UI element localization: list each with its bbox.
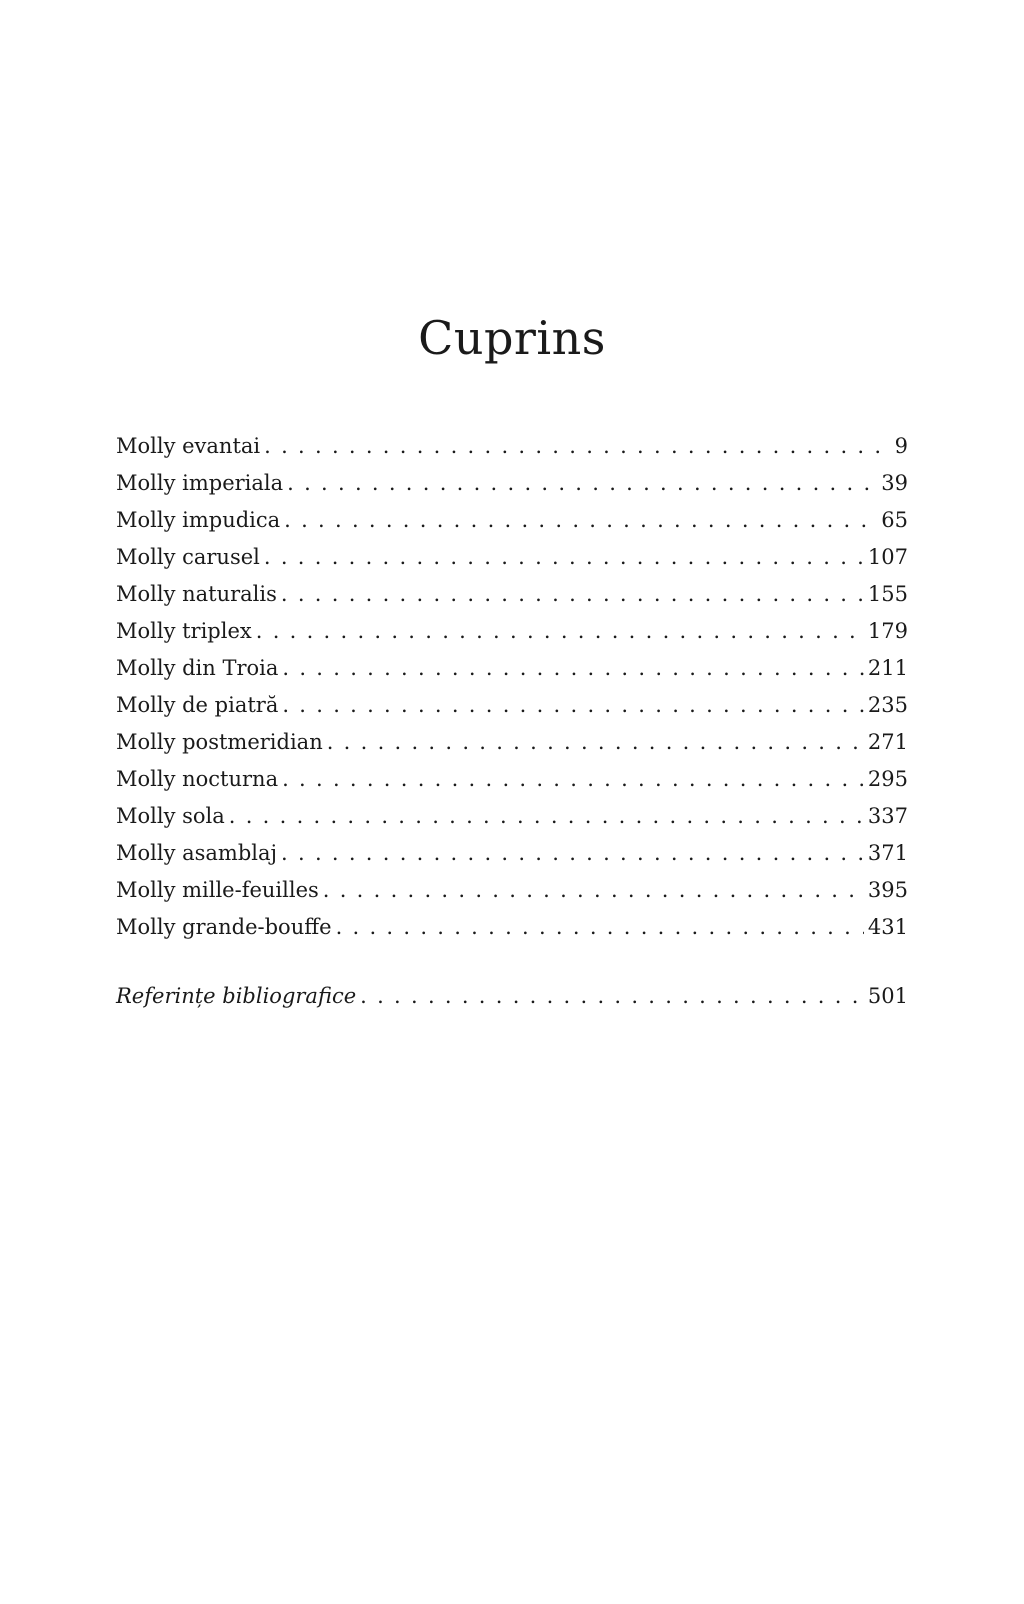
page-title: Cuprins: [418, 311, 606, 365]
toc-entry-title: Molly de piatră: [116, 693, 279, 717]
toc-entry-title: Molly din Troia: [116, 656, 279, 680]
toc-entry-title: Molly sola: [116, 804, 225, 828]
toc-entry-title: Molly grande-bouffe: [116, 915, 332, 939]
toc-entry[interactable]: [116, 502, 908, 539]
dot-leader: [284, 502, 877, 539]
toc-entry[interactable]: [116, 428, 908, 465]
table-of-contents: [116, 428, 908, 946]
dot-leader: [264, 428, 890, 465]
dot-leader: [282, 650, 864, 687]
toc-entry-title: Molly triplex: [116, 619, 252, 643]
toc-entry-page: 65: [881, 508, 908, 532]
toc-entry-title: Molly impudica: [116, 508, 281, 532]
toc-entry-title: Molly imperiala: [116, 471, 284, 495]
toc-entry[interactable]: [116, 872, 908, 909]
references-section: [116, 978, 908, 1015]
dot-leader: [229, 798, 864, 835]
toc-entry-page: 39: [881, 471, 908, 495]
toc-entry-page: 9: [894, 434, 908, 458]
toc-entry-page: 431: [867, 915, 908, 939]
toc-entry[interactable]: [116, 576, 908, 613]
toc-entry-page: 371: [867, 841, 908, 865]
dot-leader: [256, 613, 864, 650]
toc-entry-page: 235: [867, 693, 908, 717]
toc-entry-page: 155: [867, 582, 908, 606]
toc-entry-title: Molly postmeridian: [116, 730, 323, 754]
toc-entry[interactable]: [116, 465, 908, 502]
toc-entry-page: 179: [867, 619, 908, 643]
toc-entry-title: Molly asamblaj: [116, 841, 278, 865]
toc-entry[interactable]: [116, 909, 908, 946]
toc-entry-title: Molly naturalis: [116, 582, 277, 606]
toc-entry[interactable]: [116, 687, 908, 724]
toc-entry-title: Referințe bibliografice: [116, 984, 357, 1008]
toc-entry-page: 211: [867, 656, 908, 680]
toc-entry-page: 107: [867, 545, 908, 569]
toc-entry-page: 271: [867, 730, 908, 754]
toc-entry[interactable]: [116, 761, 908, 798]
dot-leader: [327, 724, 864, 761]
dot-leader: [360, 978, 864, 1015]
toc-entry[interactable]: [116, 724, 908, 761]
dot-leader: [282, 761, 864, 798]
toc-entry-title: Molly nocturna: [116, 767, 279, 791]
toc-entry-title: Molly mille-feuilles: [116, 878, 319, 902]
dot-leader: [323, 872, 864, 909]
toc-entry[interactable]: [116, 798, 908, 835]
toc-entry-title: Molly evantai: [116, 434, 261, 458]
toc-entry-page: 337: [867, 804, 908, 828]
toc-entry-title: Molly carusel: [116, 545, 260, 569]
dot-leader: [336, 909, 864, 946]
toc-entry-page: 501: [867, 984, 908, 1008]
dot-leader: [287, 465, 877, 502]
toc-entry[interactable]: [116, 539, 908, 576]
dot-leader: [281, 576, 864, 613]
dot-leader: [281, 835, 864, 872]
toc-entry[interactable]: [116, 613, 908, 650]
toc-entry-references[interactable]: [116, 978, 908, 1015]
dot-leader: [282, 687, 864, 724]
toc-entry[interactable]: [116, 650, 908, 687]
toc-entry[interactable]: [116, 835, 908, 872]
toc-entry-page: 395: [867, 878, 908, 902]
dot-leader: [264, 539, 864, 576]
toc-entry-page: 295: [867, 767, 908, 791]
